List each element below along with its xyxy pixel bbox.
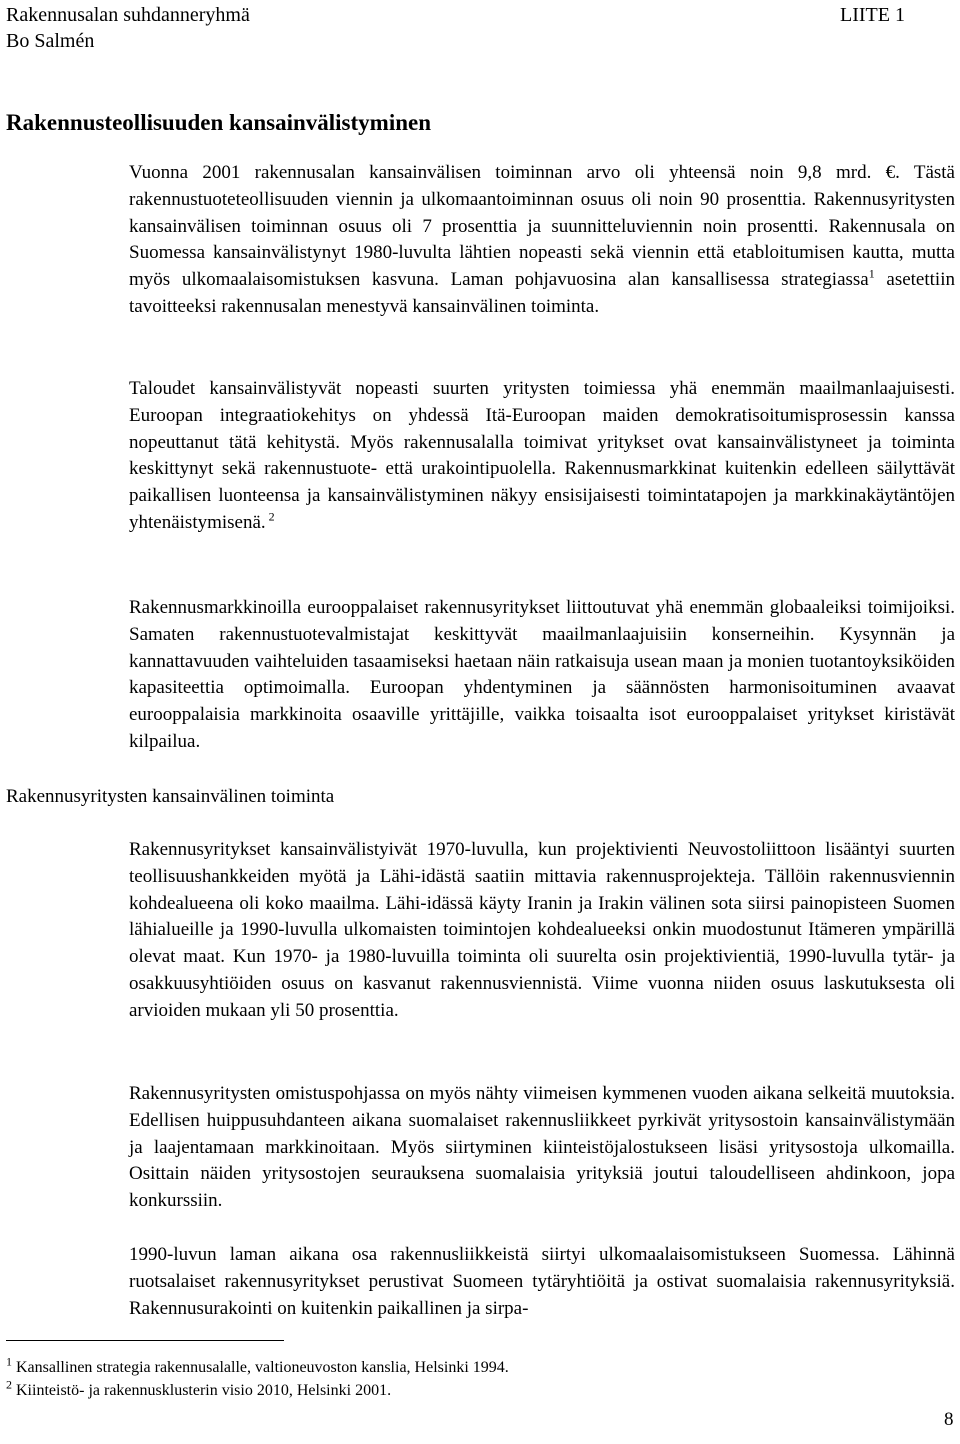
- section-heading: Rakennusyritysten kansainvälinen toiminta: [6, 786, 335, 807]
- footnote-text: Kiinteistö- ja rakennusklusterin visio 2010, Helsinki 2001.: [12, 1382, 392, 1399]
- recession-paragraph: [129, 1242, 955, 1322]
- attachment-label: LIITE 1: [840, 4, 905, 26]
- footnote-number: 1: [6, 1354, 12, 1369]
- page-number: 8: [944, 1409, 954, 1430]
- intro-text-continued: asetettiin tavoitteeksi rakennusalan menestyvä kansainvälinen toiminta.: [129, 269, 955, 317]
- author-name: Bo Salmén: [6, 30, 95, 52]
- globalization-paragraph: [129, 376, 955, 537]
- footnote-2: [6, 1379, 509, 1402]
- organization-name: Rakennusalan suhdanneryhmä: [6, 4, 250, 26]
- markets-text: Rakennusmarkkinoilla eurooppalaiset rakennusyritykset liittoutuvat yhä enemmän globaaleiksi toimijoiksi. Samaten rakennustuotevalmistajat keskittyvät maailmanlaajuisiin konserneihin. Kysynnän ja kannattavuuden vaihteluiden tasaamiseksi haetaan näin ratkaisuja usean maan ja monien tuotantoyksiköiden kapasiteettia optimoimalla. Euroopan yhdentyminen ja säännösten harmonisoituminen avaavat eurooppalaisia markkinoita osaaville yrittäjille, vaikka toisaalta isot eurooppalaiset yritykset kiristävät kilpailua.: [129, 597, 955, 752]
- footnotes: [6, 1356, 509, 1402]
- recession-text: 1990-luvun laman aikana osa rakennusliikkeistä siirtyi ulkomaalaisomistukseen Suomessa. Lähinnä ruotsalaiset rakennusyritykset perustivat Suomeen tytäryhtiöitä ja ostivat suomalaisia rakennusyrityksiä. Rakennusurakointi on kuitenkin paikallinen ja sirpa-: [129, 1244, 955, 1319]
- document-title: Rakennusteollisuuden kansainvälistyminen: [6, 110, 431, 135]
- ownership-paragraph: [129, 1081, 955, 1215]
- footnote-1: [6, 1356, 509, 1379]
- ownership-text: Rakennusyritysten omistuspohjassa on myös nähty viimeisen kymmenen vuoden aikana selkeitä muutoksia. Edellisen huippusuhdanteen aikana suomalaiset rakennusliikkeet pyrkivät yritysostoin kansainvälistymään ja laajentamaan markkinoitaan. Myös siirtyminen kiinteistöjalostukseen lisäsi yritysostoja ulkomailla. Osittain näiden yritysostojen seurauksena suomalaisia yrityksiä joutui taloudelliseen ahdinkoon, jopa konkurssiin.: [129, 1083, 955, 1212]
- footnote-number: 2: [6, 1377, 12, 1392]
- page-header: [6, 2, 250, 54]
- history-text: Rakennusyritykset kansainvälistyivät 1970-luvulla, kun projektivienti Neuvostoliittoon lisääntyi suurten teollisuushankkeiden myötä ja Lähi-idästä saatiin mittavia rakennusprojekteja. Tällöin rakennusviennin kohdealueena oli koko maailma. Lähi-idässä käyty Iranin ja Irakin välinen sota siirsi painopisteen Suomen lähialueille ja 1990-luvulla ulkomaisten toimintojen kohdealueeksi onkin muodostunut Itämeren ympärillä olevat maat. Kun 1970- ja 1980-luvuilla toiminta oli suurelta osin projektivientiä, 1990-luvulla tytär- ja osakkuusyhtiöiden osuus on kasvanut rakennusviennistä. Viime vuonna niiden osuus laskutuksesta oli arvioiden mukaan yli 50 prosenttia.: [129, 839, 955, 1021]
- footnote-ref-1: 1: [868, 266, 875, 281]
- footnote-text: Kansallinen strategia rakennusalalle, valtioneuvoston kanslia, Helsinki 1994.: [12, 1359, 509, 1376]
- markets-paragraph: [129, 595, 955, 756]
- footnote-divider: [6, 1340, 284, 1341]
- footnote-ref-2: 2: [265, 509, 275, 524]
- intro-text: Vuonna 2001 rakennusalan kansainvälisen toiminnan arvo oli yhteensä noin 9,8 mrd. €. Tästä rakennustuoteteollisuuden viennin ja ulkomaantoiminnan osuus oli noin 90 prosenttia. Rakennusyritysten kansainvälisen toiminnan osuus oli 7 prosenttia ja suunnitteluviennin noin prosentti. Rakennusala on Suomessa kansainvälistynyt 1980-luvulta lähtien nopeasti sekä viennin että etabloitumisen kautta, mutta myös ulkomaalaisomistuksen kasvuna. Laman pohjavuosina alan kansallisessa strategiassa: [129, 162, 955, 291]
- intro-paragraph: [129, 160, 955, 321]
- globalization-text: Taloudet kansainvälistyvät nopeasti suurten yritysten toimiessa yhä enemmän maailmanlaajuisesti. Euroopan integraatiokehitys on yhdessä Itä-Euroopan maiden demokratisoitumisprosessin kanssa nopeuttanut tätä kehitystä. Myös rakennusalalla toimivat yritykset ovat kansainvälistyneet ja toiminta keskittynyt sekä rakennustuote- että urakointipuolella. Rakennusmarkkinat kuitenkin edelleen säilyttävät paikallisen luonteensa ja kansainvälistyminen näkyy ensisijaisesti toimintatapojen ja markkinakäytäntöjen yhtenäistymisenä.: [129, 378, 955, 533]
- history-paragraph: [129, 837, 955, 1025]
